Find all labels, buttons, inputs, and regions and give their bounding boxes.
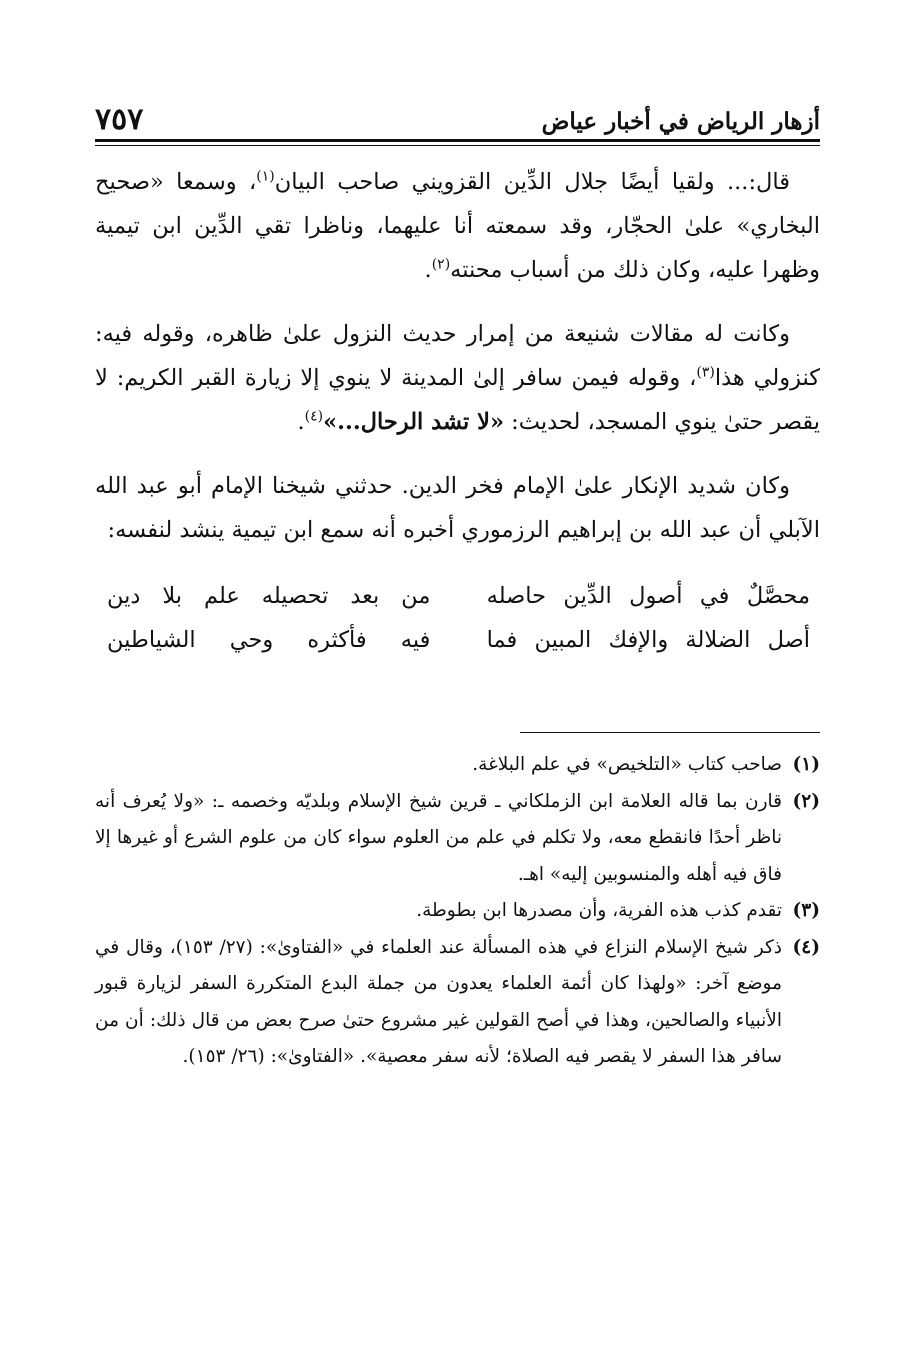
footnote-number: (١) — [792, 754, 820, 775]
footnote-ref-3: (٣) — [696, 364, 715, 381]
page-number: ٧٥٧ — [95, 102, 144, 137]
footnote-number: (٣) — [792, 900, 820, 921]
footnote-divider — [520, 732, 820, 733]
hadith-quote: «لا تشد الرحال...» — [323, 409, 505, 435]
paragraph-2 — [95, 312, 820, 444]
footnote-text: ذكر شيخ الإسلام النزاع في هذه المسألة عند العلماء في «الفتاوىٰ»: (٢٧/ ١٥٣)، وقال في موضع آخر: «ولهذا كان أئمة العلماء يعدون من جملة البدع المتكررة السفر لزيارة قبور الأنبياء والصالحين، وهذا في أصح القولين غير مشروع حتىٰ صرح بعض من قال ذلك: أن من سافر هذا السفر لا يقصر فيه الصلاة؛ لأنه سفر معصية». «الفتاوىٰ»: (٢٦/ ١٥٣). — [95, 936, 782, 1067]
footnote-item — [95, 930, 820, 1076]
footnote-number: (٤) — [792, 936, 820, 958]
footnote-text: قارن بما قاله العلامة ابن الزملكاني ـ قرين شيخ الإسلام وبلديّه وخصمه ـ: «ولا يُعرف أنه ناظر أحدًا فانقطع معه، ولا تكلم في علم من العلوم سواء كان من علوم الشرع أو غيرها إلا فاق فيه أهله والمنسوبين إليه» اهـ. — [95, 790, 782, 885]
paragraph-1-part-c: . — [424, 257, 432, 283]
verse-second-hemistich: من بعد تحصيله علم بلا دين — [107, 583, 431, 609]
footnote-ref-1: (١) — [256, 168, 275, 185]
footnote-ref-4: (٤) — [304, 408, 324, 425]
main-text — [95, 160, 820, 662]
footnotes — [95, 747, 820, 1076]
poem-verse — [95, 618, 820, 662]
footnote-text: صاحب كتاب «التلخيص» في علم البلاغة. — [472, 754, 782, 775]
paragraph-2-part-a: وكانت له مقالات شنيعة من إمرار حديث النزول علىٰ ظاهره، وقوله فيه: كنزولي هذا — [95, 321, 820, 391]
running-title: أزهار الرياض في أخبار عياض — [541, 108, 820, 135]
paragraph-2-part-b: ، وقوله فيمن سافر إلىٰ المدينة لا ينوي إلا زيارة القبر الكريم: لا يقصر حتىٰ ينوي المسجد، لحديث: — [95, 365, 820, 435]
paragraph-1-part-a: قال:... ولقيا أيضًا جلال الدِّين القزويني صاحب البيان — [274, 169, 790, 195]
footnote-item — [95, 893, 820, 930]
footnote-number: (٢) — [792, 790, 820, 812]
page-header — [95, 95, 820, 142]
footnote-item — [95, 747, 820, 784]
poem-verse — [95, 574, 820, 618]
paragraph-1 — [95, 160, 820, 292]
footnote-item — [95, 784, 820, 894]
paragraph-1-part-b: ، وسمعا «صحيح البخاري» علىٰ الحجّار، وقد سمعته أنا عليهما، وناظرا تقي الدِّين ابن تيمية وظهرا عليه، وكان ذلك من أسباب محنته — [95, 169, 820, 283]
verse-first-hemistich: أصل الضلالة والإفك المبين فما — [486, 627, 810, 653]
paragraph-2-part-c: . — [297, 409, 305, 435]
poem — [95, 574, 820, 662]
verse-first-hemistich: محصَّلٌ في أصول الدِّين حاصله — [486, 583, 810, 609]
footnote-text: تقدم كذب هذه الفرية، وأن مصدرها ابن بطوطة. — [416, 900, 782, 921]
footnote-ref-2: (٢) — [431, 256, 451, 273]
verse-second-hemistich: فيه فأكثره وحي الشياطين — [107, 627, 431, 653]
book-page — [95, 95, 820, 1076]
paragraph-3: وكان شديد الإنكار علىٰ الإمام فخر الدين. حدثني شيخنا الإمام أبو عبد الله الآبلي أن عبد الله بن إبراهيم الرزموري أخبره أنه سمع ابن تيمية ينشد لنفسه: — [95, 473, 820, 543]
